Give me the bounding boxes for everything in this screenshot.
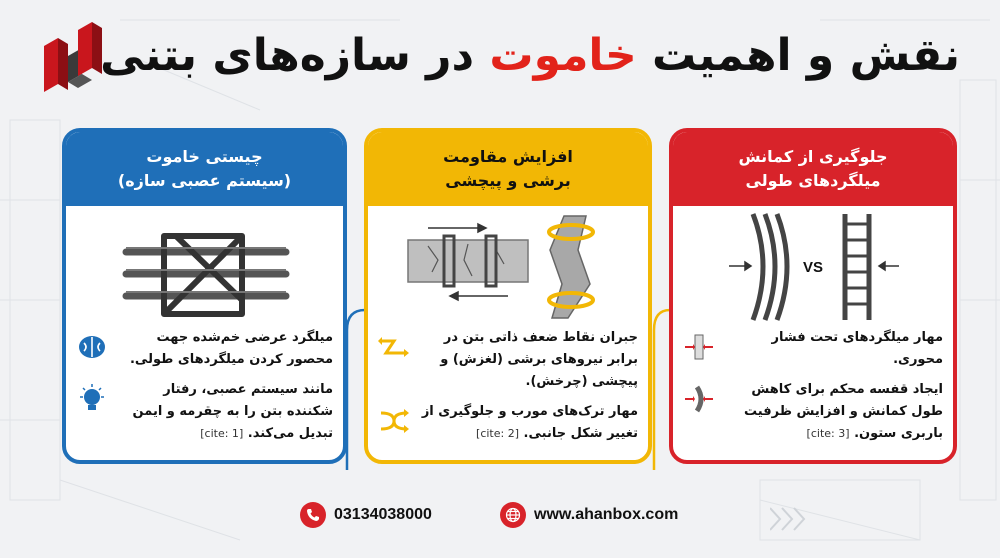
page-title: نقش و اهمیت خاموت در سازه‌های بتنی (100, 30, 960, 81)
title-accent-word: خاموت (489, 30, 637, 81)
card-shear-torsion (364, 128, 652, 464)
bullet-text: مهار ترک‌های مورب و جلوگیری از تغییر شکل جانبی. [cite: 2] (421, 404, 638, 441)
shear-torsion-illustration (368, 210, 648, 328)
phone-number: 03134038000 (334, 506, 432, 523)
card-title: چیستی خاموت (146, 147, 263, 166)
card-subtitle: برشی و پیچشی (445, 171, 571, 190)
bullet-list (683, 327, 943, 453)
vs-label: VS (802, 259, 824, 276)
bullet-text: ایجاد قفسه محکم برای کاهش طول کمانش و افزایش ظرفیت باربری ستون. [cite: 3] (744, 382, 943, 441)
compression-icon (683, 331, 715, 363)
card-stirrup-definition (62, 128, 347, 464)
card-title: افزایش مقاومت (443, 147, 573, 166)
card-buckling-prevention (669, 128, 957, 464)
brain-icon (76, 331, 108, 363)
bullet-text: جبران نقاط ضعف ذاتی بتن در برابر نیروهای برشی (لغزش) و پیچشی (چرخش). (440, 330, 638, 389)
globe-icon (500, 502, 526, 528)
card-header (66, 132, 343, 206)
card-header (368, 132, 648, 206)
phone-icon (300, 502, 326, 528)
card-subtitle: (سیستم عصبی سازه) (117, 171, 292, 190)
bullet-list (378, 327, 638, 453)
website-url: www.ahanbox.com (534, 506, 679, 523)
phone-contact[interactable] (300, 502, 432, 528)
bullet-text: میلگرد عرضی خم‌شده جهت محصور کردن میلگردهای طولی. (129, 330, 333, 367)
citation: [cite: 2] (476, 427, 520, 440)
list-item (76, 327, 333, 371)
crossed-arrows-icon (378, 405, 410, 437)
bullet-text: مانند سیستم عصبی، رفتار شکننده بتن را به چقرمه و ایمن تبدیل می‌کند. [cite: 1] (132, 382, 333, 441)
list-item (683, 379, 943, 445)
footer (0, 500, 1000, 532)
card-subtitle: میلگردهای طولی (745, 171, 881, 190)
brand-logo (34, 22, 106, 102)
citation: [cite: 1] (200, 427, 244, 440)
stirrup-cage-illustration (66, 210, 343, 328)
bullet-text: مهار میلگردهای تحت فشار محوری. (771, 330, 943, 367)
buckling-comparison-illustration (673, 210, 953, 328)
card-header (673, 132, 953, 206)
list-item (378, 401, 638, 445)
list-item (378, 327, 638, 393)
shear-arrows-icon (378, 331, 410, 363)
card-title: جلوگیری از کمانش (738, 147, 888, 166)
website-link[interactable] (500, 502, 678, 528)
lightbulb-icon (76, 383, 108, 415)
bullet-list (76, 327, 333, 453)
buckling-icon (683, 383, 715, 415)
list-item (683, 327, 943, 371)
citation: [cite: 3] (806, 427, 850, 440)
list-item (76, 379, 333, 445)
